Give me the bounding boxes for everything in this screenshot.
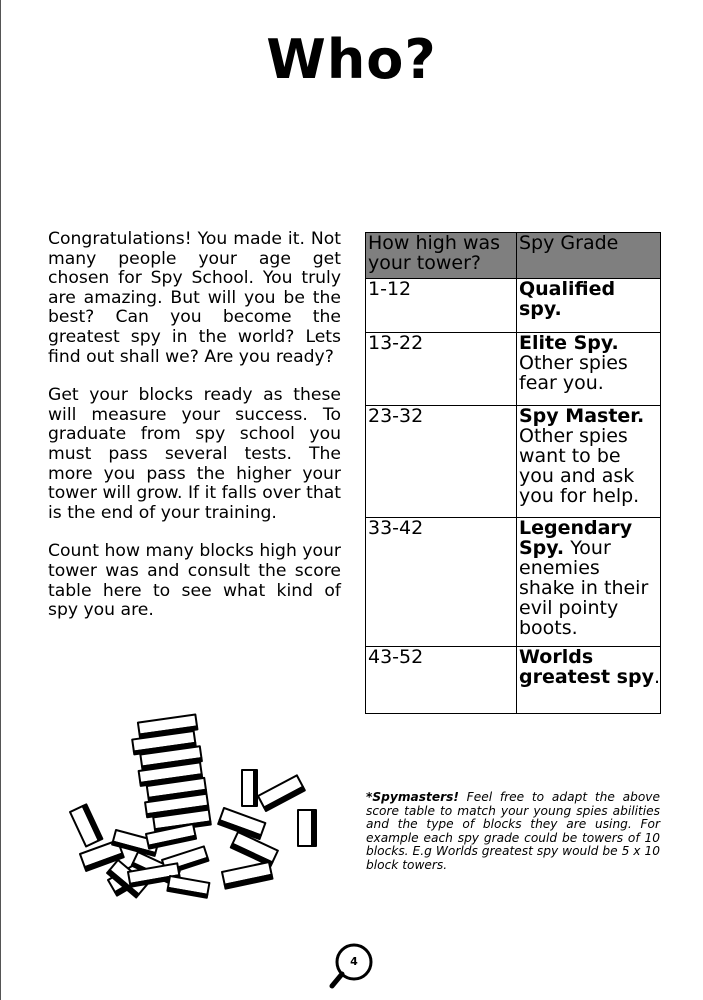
intro-paragraph: Count how many blocks high your tower was and consult the score table here to see what kind of spy you are.	[48, 541, 341, 621]
grade-title: Spy Master.	[519, 405, 645, 427]
tower-range: 23-32	[366, 406, 517, 518]
intro-paragraph: Get your blocks ready as these will measure your success. To graduate from spy school you must pass several tests. The more you pass the higher your tower will grow. If it falls over that is the end of your training.	[48, 385, 341, 523]
tower-range: 33-42	[366, 518, 517, 647]
table-row	[366, 279, 661, 333]
grade-title: Legendary Spy.	[519, 517, 633, 559]
column-header-tower-height: How high was your tower?	[366, 233, 517, 279]
grade-description: Other spies fear you.	[519, 352, 628, 394]
spymaster-note	[366, 791, 660, 873]
grade-description: Other spies want to be you and ask you for help.	[519, 425, 640, 507]
column-header-spy-grade: Spy Grade	[517, 233, 661, 279]
spy-grade-cell	[517, 406, 661, 518]
table-row	[366, 406, 661, 518]
grade-description: Your enemies shake in their evil pointy boots.	[519, 537, 649, 639]
spy-grade-cell	[517, 647, 661, 714]
grade-title: Worlds greatest spy	[519, 646, 654, 688]
fallen-block-tower-icon	[58, 712, 338, 912]
grade-description: .	[653, 666, 660, 688]
intro-text	[48, 230, 341, 640]
tower-range: 13-22	[366, 333, 517, 406]
grade-title: Qualified spy.	[519, 278, 616, 320]
tower-range: 1-12	[366, 279, 517, 333]
spy-grade-cell	[517, 333, 661, 406]
page-edge-line	[0, 0, 1, 1000]
note-lead: *Spymasters!	[366, 790, 459, 804]
table-header-row	[366, 233, 661, 279]
page-number: 4	[350, 955, 358, 968]
table-row	[366, 647, 661, 714]
tower-range: 43-52	[366, 647, 517, 714]
page-number-badge	[328, 940, 380, 992]
spy-grade-cell	[517, 518, 661, 647]
table-row	[366, 518, 661, 647]
intro-paragraph: Congratulations! You made it. Not many people your age get chosen for Spy School. You truly are amazing. But will you be the best? Can you become the greatest spy in the world? Lets find out shall we? Are you ready?	[48, 229, 341, 367]
spy-grade-cell	[517, 279, 661, 333]
page-title: Who?	[266, 28, 437, 91]
grade-title: Elite Spy.	[519, 332, 619, 354]
note-body: Feel free to adapt the above score table to match your young spies abilities and the type of blocks they are using. For example each spy grade could be towers of 10 blocks. E.g Worlds greatest spy would be 5 x 10 block towers.	[366, 790, 660, 872]
score-table	[365, 232, 661, 714]
table-row	[366, 333, 661, 406]
